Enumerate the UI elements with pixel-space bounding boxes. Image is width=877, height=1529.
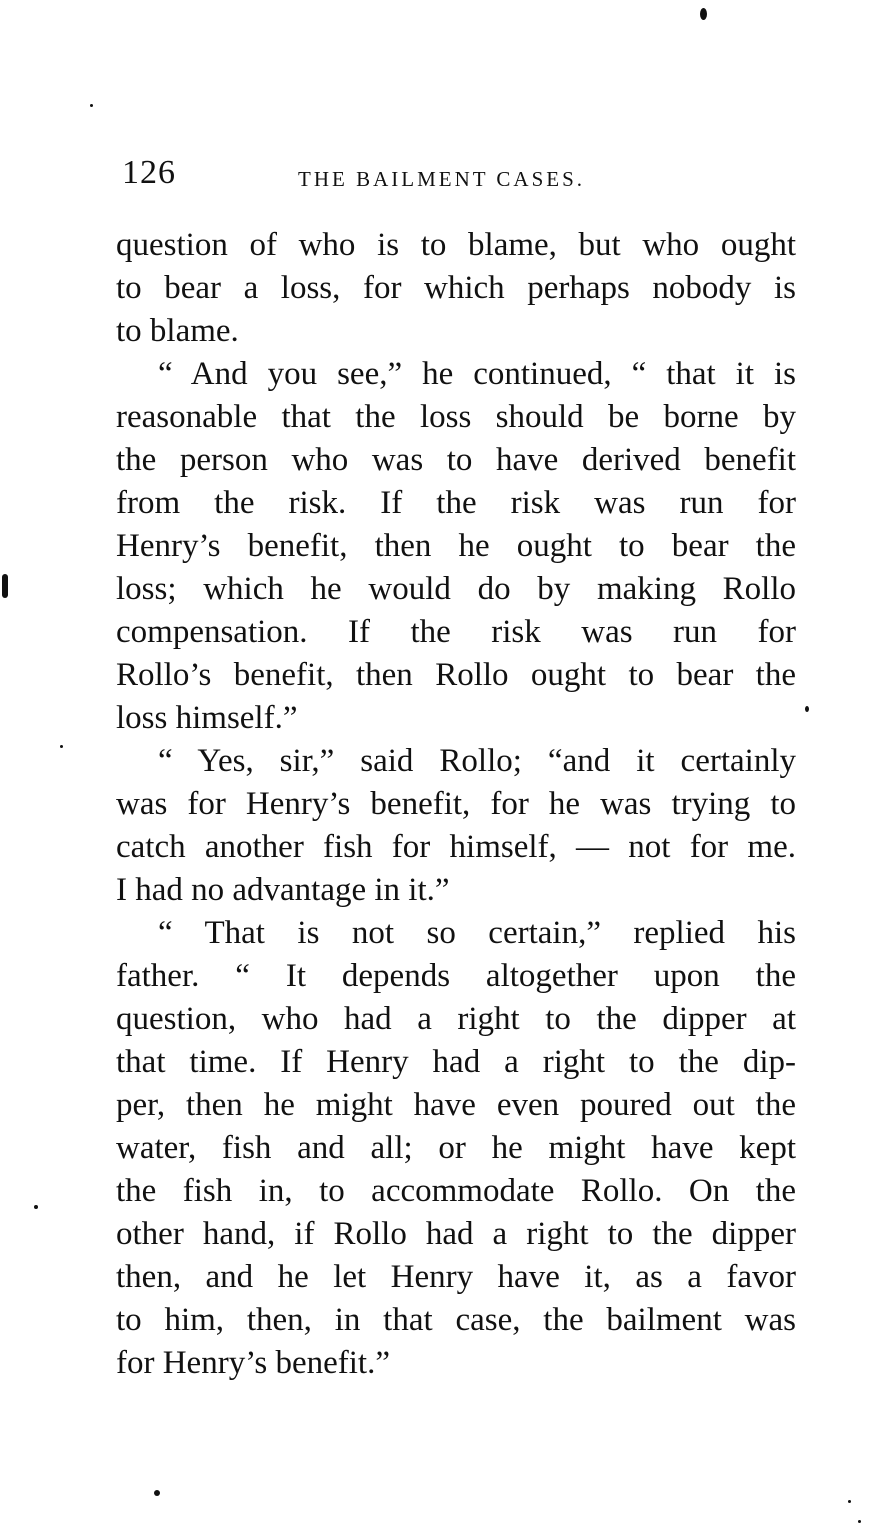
body-text: [116, 224, 796, 1385]
text-line: from the risk. If the risk was run for: [116, 485, 796, 521]
text-line: to him, then, in that case, the bailment was: [116, 1302, 796, 1338]
ink-speck: [34, 1205, 38, 1209]
text-line: other hand, if Rollo had a right to the dipper: [116, 1216, 796, 1252]
ink-speck: [858, 1520, 861, 1523]
text-line: water, fish and all; or he might have kept: [116, 1130, 796, 1166]
text-line: loss himself.”: [116, 700, 298, 736]
text-line: Henry’s benefit, then he ought to bear the: [116, 528, 796, 564]
ink-speck: [154, 1490, 160, 1496]
running-head: THE BAILMENT CASES.: [298, 167, 586, 191]
text-line: the person who was to have derived benefit: [116, 442, 796, 478]
ink-speck: [805, 706, 809, 712]
text-line: compensation. If the risk was run for: [116, 614, 796, 650]
text-line: reasonable that the loss should be borne by: [116, 399, 796, 435]
text-line: catch another fish for himself, — not for me.: [116, 829, 796, 865]
text-line: that time. If Henry had a right to the dip-: [116, 1044, 796, 1080]
ink-speck: [60, 745, 63, 748]
text-line: “ Yes, sir,” said Rollo; “and it certainly: [158, 743, 796, 779]
text-line: question, who had a right to the dipper at: [116, 1001, 796, 1037]
text-line: question of who is to blame, but who ought: [116, 227, 796, 263]
ink-speck: [2, 574, 8, 598]
ink-speck: [90, 104, 93, 107]
text-line: “ That is not so certain,” replied his: [158, 915, 796, 951]
text-line: then, and he let Henry have it, as a favor: [116, 1259, 796, 1295]
text-line: the fish in, to accommodate Rollo. On the: [116, 1173, 796, 1209]
ink-speck: [700, 8, 707, 20]
text-line: for Henry’s benefit.”: [116, 1345, 390, 1381]
text-line: per, then he might have even poured out the: [116, 1087, 796, 1123]
text-line: father. “ It depends altogether upon the: [116, 958, 796, 994]
text-line: to blame.: [116, 313, 239, 349]
text-line: Rollo’s benefit, then Rollo ought to bear the: [116, 657, 796, 693]
text-line: was for Henry’s benefit, for he was trying to: [116, 786, 796, 822]
text-line: to bear a loss, for which perhaps nobody is: [116, 270, 796, 306]
text-line: loss; which he would do by making Rollo: [116, 571, 796, 607]
page-number: 126: [122, 154, 176, 191]
text-line: “ And you see,” he continued, “ that it is: [158, 356, 796, 392]
ink-speck: [848, 1500, 851, 1503]
text-line: I had no advantage in it.”: [116, 872, 450, 908]
